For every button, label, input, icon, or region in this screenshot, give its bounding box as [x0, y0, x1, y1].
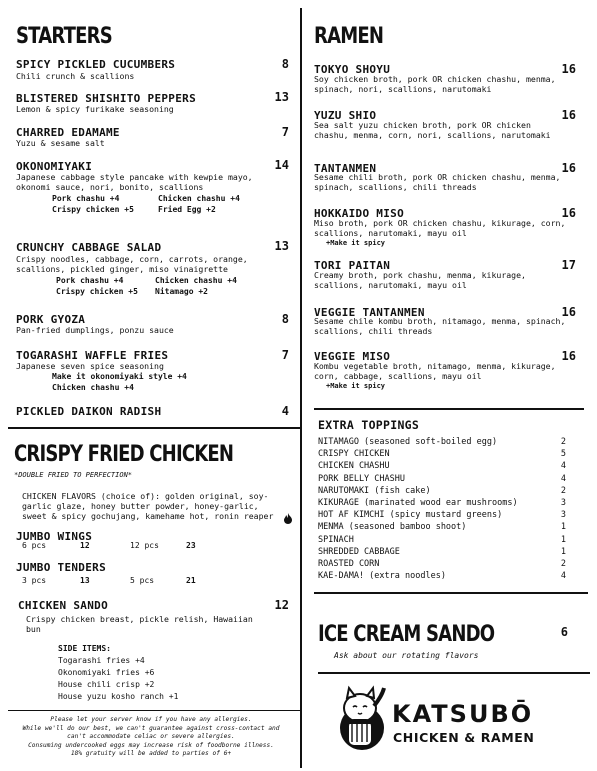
ramen-desc: Sesame chili broth, pork OR chicken chashu, menma, spinach, scallions, chili threads [314, 172, 561, 192]
side-item: Okonomiyaki fries +6 [58, 668, 155, 677]
divider [8, 427, 300, 429]
topping-row [318, 509, 566, 521]
starter-desc: Chili crunch & scallions [16, 71, 135, 81]
topping-name: KIKURAGE (marinated wood ear mushrooms) [318, 498, 518, 509]
icecream-price: 6 [560, 625, 568, 639]
starter-price: 14 [274, 158, 289, 172]
divider [314, 408, 584, 410]
topping-row [318, 521, 566, 533]
ramen-name: VEGGIE TANTANMEN [314, 306, 425, 319]
chicken-flavors: CHICKEN FLAVORS (choice of): golden original, soy-garlic glaze, honey butter powder, honey-garlic, sweet & spicy gochujang, kamehame hot, ronin reaper [22, 491, 274, 521]
addon: Fried Egg +2 [158, 205, 216, 214]
topping-name: CRISPY CHICKEN [318, 449, 390, 460]
topping-row [318, 436, 566, 448]
tenders-price: 21 [186, 576, 196, 585]
brand-name: KATSUBŌ [392, 700, 534, 728]
starter-name: PICKLED DAIKON RADISH [16, 405, 162, 418]
sides-title: SIDE ITEMS: [58, 644, 111, 653]
topping-price: 2 [560, 485, 566, 496]
addon: Pork chashu +4 [52, 194, 120, 203]
ramen-price: 16 [561, 206, 576, 220]
ramen-price: 16 [561, 108, 576, 122]
ramen-desc: Sea salt yuzu chicken broth, pork OR chicken chashu, menma, corn, nori, scallions, narutomaki [314, 120, 551, 140]
brand-tagline: CHICKEN & RAMEN [393, 730, 535, 745]
icecream-desc: Ask about our rotating flavors [334, 651, 479, 660]
starter-desc: Pan-fried dumplings, ponzu sauce [16, 325, 174, 335]
toppings-list [318, 436, 566, 582]
topping-price: 1 [560, 534, 566, 545]
topping-row [318, 473, 566, 485]
side-item: Togarashi fries +4 [58, 656, 145, 665]
topping-name: MENMA (seasoned bamboo shoot) [318, 522, 467, 533]
starter-price: 8 [281, 312, 289, 326]
ramen-name: VEGGIE MISO [314, 350, 391, 363]
topping-name: KAE-DAMA! (extra noodles) [318, 571, 446, 582]
starter-price: 4 [281, 404, 289, 418]
topping-name: SHREDDED CABBAGE [318, 546, 400, 557]
addon: Crispy chicken +5 [52, 205, 134, 214]
ramen-price: 16 [561, 62, 576, 76]
notice-line: Consuming undercooked eggs may increase risk of foodborne illness. [28, 741, 274, 749]
topping-name: NITAMAGO (seasoned soft-boiled egg) [318, 437, 498, 447]
wings-price: 12 [80, 541, 90, 550]
starter-desc: Yuzu & sesame salt [16, 138, 105, 148]
topping-name: SPINACH [318, 534, 354, 545]
ramen-extra: +Make it spicy [326, 239, 386, 247]
topping-row [318, 448, 566, 460]
notice-line: While we'll do our best, we can't guarantee against cross-contact and [22, 724, 280, 732]
crispy-title: CRISPY FRIED CHICKEN [14, 442, 234, 467]
addon: Chicken chashu +4 [52, 383, 134, 392]
addon: Chicken chashu +4 [155, 276, 237, 285]
topping-name: CHICKEN CHASHU [318, 461, 390, 472]
tenders-qty: 3 pcs [22, 576, 47, 585]
topping-price: 4 [560, 473, 566, 484]
starter-name: TOGARASHI WAFFLE FRIES [16, 349, 169, 362]
starter-price: 7 [281, 125, 289, 139]
ramen-name: YUZU SHIO [314, 109, 377, 122]
addon: Make it okonomiyaki style +4 [52, 372, 187, 381]
starter-price: 8 [281, 57, 289, 71]
addon: Crispy chicken +5 [56, 287, 138, 296]
divider [318, 672, 590, 674]
topping-price: 2 [560, 559, 566, 570]
ramen-name: TOKYO SHOYU [314, 63, 391, 76]
divider [314, 592, 588, 594]
notice-line: 18% gratuity will be added to parties of 6+ [70, 750, 232, 758]
ramen-desc: Soy chicken broth, pork OR chicken chashu, menma, spinach, nori, scallions, narutomaki [314, 74, 556, 94]
lucky-cat-logo-icon [330, 680, 390, 752]
starter-desc: Crispy noodles, cabbage, corn, carrots, orange, scallions, pickled ginger, miso vinaigrette [16, 254, 248, 274]
topping-row [318, 546, 566, 558]
starter-price: 7 [281, 348, 289, 362]
topping-name: ROASTED CORN [318, 559, 380, 570]
notice-line: can't accommodate celiac or severe allergies. [67, 733, 235, 741]
ramen-price: 16 [561, 305, 576, 319]
starter-name: CRUNCHY CABBAGE SALAD [16, 241, 162, 254]
topping-row [318, 558, 566, 570]
starter-price: 13 [274, 90, 289, 104]
tenders-name: JUMBO TENDERS [16, 561, 106, 574]
ramen-name: TANTANMEN [314, 162, 377, 175]
starter-name: CHARRED EDAMAME [16, 126, 120, 139]
ramen-price: 17 [561, 258, 576, 272]
starter-name: SPICY PICKLED CUCUMBERS [16, 58, 176, 71]
ramen-desc: Miso broth, pork OR chicken chashu, kikurage, corn, scallions, narutomaki, mayu oil [314, 218, 566, 238]
ramen-title: RAMEN [314, 24, 384, 49]
tenders-price: 13 [80, 576, 90, 585]
starters-title: STARTERS [16, 24, 112, 49]
topping-price: 2 [560, 437, 566, 447]
wings-qty: 6 pcs [22, 541, 47, 550]
divider [8, 710, 300, 711]
sando-price: 12 [274, 598, 289, 612]
topping-price: 4 [560, 461, 566, 472]
side-item: House yuzu kosho ranch +1 [58, 692, 179, 701]
icecream-title: ICE CREAM SANDO [318, 622, 495, 647]
allergy-notice [6, 716, 296, 759]
addon: Pork chashu +4 [56, 276, 124, 285]
ramen-desc: Kombu vegetable broth, nitamago, menma, kikurage, corn, cabbage, scallions, mayu oil [314, 361, 556, 381]
topping-price: 1 [560, 546, 566, 557]
ramen-price: 16 [561, 349, 576, 363]
crispy-subtitle: *DOUBLE FRIED TO PERFECTION* [14, 471, 133, 479]
wings-qty: 12 pcs [130, 541, 159, 550]
starter-name: PORK GYOZA [16, 313, 86, 326]
starter-name: BLISTERED SHISHITO PEPPERS [16, 92, 196, 105]
ramen-desc: Creamy broth, pork chashu, menma, kikurage, scallions, narutomaki, mayu oil [314, 270, 526, 290]
topping-price: 3 [560, 498, 566, 509]
starter-desc: Lemon & spicy furikake seasoning [16, 104, 174, 114]
topping-name: NARUTOMAKI (fish cake) [318, 485, 431, 496]
topping-price: 4 [560, 571, 566, 582]
topping-name: HOT AF KIMCHI (spicy mustard greens) [318, 510, 503, 521]
notice-line: Please let your server know if you have any allergies. [50, 716, 252, 723]
addon: Nitamago +2 [155, 287, 208, 296]
ramen-price: 16 [561, 161, 576, 175]
starter-name: OKONOMIYAKI [16, 160, 93, 173]
ramen-desc: Sesame chile kombu broth, nitamago, menma, spinach, scallions, chili threads [314, 316, 566, 336]
tenders-qty: 5 pcs [130, 576, 155, 585]
topping-name: PORK BELLY CHASHU [318, 473, 405, 484]
sando-desc: Crispy chicken breast, pickle relish, Hawaiian bun [26, 614, 253, 634]
side-item: House chili crisp +2 [58, 680, 155, 689]
sando-name: CHICKEN SANDO [18, 599, 108, 612]
flame-icon [283, 513, 293, 527]
ramen-name: HOKKAIDO MISO [314, 207, 404, 220]
topping-row [318, 485, 566, 497]
starter-desc: Japanese cabbage style pancake with kewpie mayo, okonomi sauce, nori, bonito, scallions [16, 172, 253, 192]
starter-price: 13 [274, 239, 289, 253]
column-divider [300, 8, 302, 768]
topping-price: 3 [560, 510, 566, 521]
ramen-name: TORI PAITAN [314, 259, 391, 272]
topping-row [318, 570, 566, 582]
topping-row [318, 534, 566, 546]
topping-price: 1 [560, 522, 566, 533]
wings-name: JUMBO WINGS [16, 530, 93, 543]
topping-row [318, 497, 566, 509]
wings-price: 23 [186, 541, 196, 550]
addon: Chicken chashu +4 [158, 194, 240, 203]
topping-price: 5 [560, 449, 566, 460]
starter-desc: Japanese seven spice seasoning [16, 361, 164, 371]
toppings-title: EXTRA TOPPINGS [318, 418, 420, 432]
topping-row [318, 460, 566, 472]
ramen-extra: +Make it spicy [326, 382, 386, 390]
